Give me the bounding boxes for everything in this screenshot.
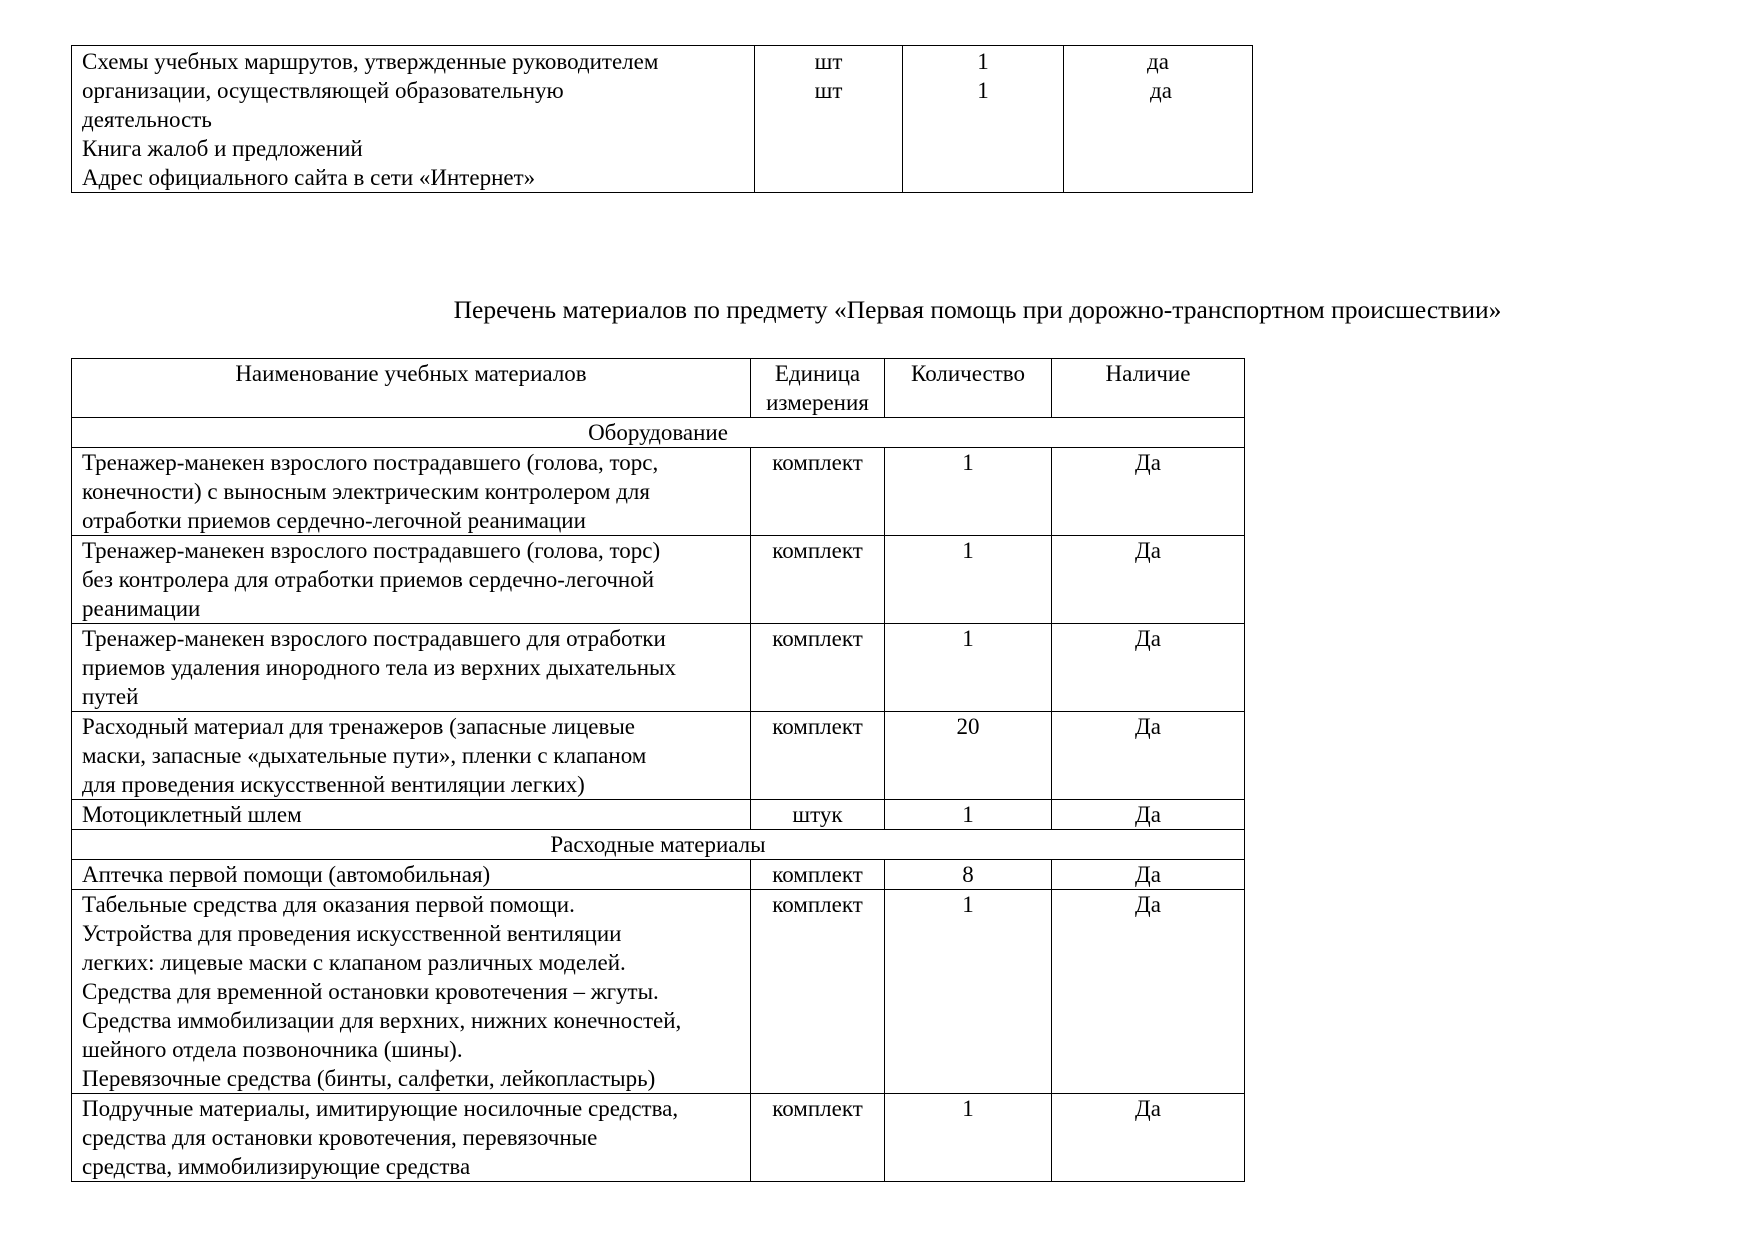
header-name	[72, 359, 751, 418]
unit-cell: комплект	[751, 448, 885, 536]
availability-cell: Да	[1052, 890, 1245, 1094]
table-cell-text: 1	[977, 78, 989, 103]
material-name-line: Мотоциклетный шлем	[82, 802, 302, 827]
material-name-cell	[72, 890, 751, 1094]
header-unit-text: Единица	[774, 361, 861, 386]
section-heading: Оборудование	[72, 418, 1245, 448]
quantity-cell: 20	[885, 712, 1052, 800]
material-name-line: Тренажер-манекен взрослого пострадавшего (голова, торс)	[82, 538, 661, 563]
availability-cell	[1064, 46, 1253, 193]
availability-cell: Да	[1052, 712, 1245, 800]
quantity-cell: 1	[885, 536, 1052, 624]
quantity-cell: 1	[885, 448, 1052, 536]
header-availability-text: Наличие	[1105, 361, 1191, 386]
table-row	[72, 46, 1253, 193]
table-header-row	[72, 359, 1245, 418]
material-name-line: легких: лицевые маски с клапаном различных моделей.	[82, 950, 626, 975]
section-row	[72, 830, 1245, 860]
material-name-line: шейного отдела позвоночника (шины).	[82, 1037, 463, 1062]
table-row	[72, 1094, 1245, 1182]
table-cell-text: шт	[814, 49, 843, 74]
table-row	[72, 448, 1245, 536]
material-name-line: реанимации	[82, 596, 201, 621]
header-availability	[1052, 359, 1245, 418]
header-quantity	[885, 359, 1052, 418]
availability-cell: Да	[1052, 800, 1245, 830]
section-row	[72, 418, 1245, 448]
quantity-cell: 1	[885, 890, 1052, 1094]
material-name-cell	[72, 536, 751, 624]
material-name-line: Табельные средства для оказания первой помощи.	[82, 892, 575, 917]
table-cell-text: шт	[814, 78, 843, 103]
quantity-cell	[903, 46, 1064, 193]
availability-cell: Да	[1052, 448, 1245, 536]
unit-cell: комплект	[751, 624, 885, 712]
unit-cell: комплект	[751, 1094, 885, 1182]
unit-cell: комплект	[751, 860, 885, 890]
material-name-line: маски, запасные «дыхательные пути», пленки с клапаном	[82, 743, 647, 768]
material-name-line: приемов удаления инородного тела из верхних дыхательных	[82, 655, 676, 680]
table-row	[72, 860, 1245, 890]
table-cell-text: 1	[977, 49, 989, 74]
section-title	[0, 294, 1755, 326]
header-quantity-text: Количество	[911, 361, 1025, 386]
material-name-line: отработки приемов сердечно-легочной реанимации	[82, 508, 586, 533]
availability-cell: Да	[1052, 536, 1245, 624]
table-cell-text: да	[1147, 49, 1169, 74]
table-cell-text: организации, осуществляющей образовательную	[82, 78, 564, 103]
quantity-cell: 1	[885, 800, 1052, 830]
header-unit-text: измерения	[766, 390, 869, 415]
document-list-cell	[72, 46, 755, 193]
header-name-text: Наименование учебных материалов	[235, 361, 587, 386]
table-row	[72, 624, 1245, 712]
header-unit	[751, 359, 885, 418]
material-name-line: Перевязочные средства (бинты, салфетки, лейкопластырь)	[82, 1066, 656, 1091]
availability-cell: Да	[1052, 860, 1245, 890]
table-cell-text: Схемы учебных маршрутов, утвержденные руководителем	[82, 49, 659, 74]
material-name-cell	[72, 712, 751, 800]
quantity-cell: 1	[885, 624, 1052, 712]
table-row	[72, 536, 1245, 624]
material-name-line: средства, иммобилизирующие средства	[82, 1154, 471, 1179]
unit-cell: комплект	[751, 536, 885, 624]
table-row	[72, 712, 1245, 800]
table-cell-text: да	[1150, 78, 1172, 103]
availability-cell: Да	[1052, 1094, 1245, 1182]
table-cell-text: Адрес официального сайта в сети «Интернет»	[82, 165, 536, 190]
quantity-cell: 8	[885, 860, 1052, 890]
material-name-line: конечности) с выносным электрическим контролером для	[82, 479, 650, 504]
material-name-cell	[72, 800, 751, 830]
material-name-line: путей	[82, 684, 139, 709]
material-name-line: Средства иммобилизации для верхних, нижних конечностей,	[82, 1008, 682, 1033]
material-name-cell	[72, 448, 751, 536]
quantity-cell: 1	[885, 1094, 1052, 1182]
unit-cell: штук	[751, 800, 885, 830]
continued-table	[71, 45, 1253, 193]
unit-cell: комплект	[751, 890, 885, 1094]
material-name-line: Средства для временной остановки кровотечения – жгуты.	[82, 979, 659, 1004]
material-name-line: без контролера для отработки приемов сердечно-легочной	[82, 567, 655, 592]
material-name-cell	[72, 1094, 751, 1182]
material-name-line: Тренажер-манекен взрослого пострадавшего (голова, торс,	[82, 450, 659, 475]
table-row	[72, 800, 1245, 830]
section-heading: Расходные материалы	[72, 830, 1245, 860]
material-name-line: средства для остановки кровотечения, перевязочные	[82, 1125, 598, 1150]
material-name-line: Подручные материалы, имитирующие носилочные средства,	[82, 1096, 679, 1121]
material-name-line: Расходный материал для тренажеров (запасные лицевые	[82, 714, 635, 739]
material-name-line: Аптечка первой помощи (автомобильная)	[82, 862, 491, 887]
table-cell-text: деятельность	[82, 107, 212, 132]
materials-table	[71, 358, 1245, 1182]
availability-cell: Да	[1052, 624, 1245, 712]
material-name-line: для проведения искусственной вентиляции легких)	[82, 772, 585, 797]
material-name-line: Тренажер-манекен взрослого пострадавшего для отработки	[82, 626, 666, 651]
table-cell-text: Книга жалоб и предложений	[82, 136, 363, 161]
section-title-text: Перечень материалов по предмету «Первая помощь при дорожно-транспортном происшествии»	[453, 295, 1502, 324]
material-name-line: Устройства для проведения искусственной вентиляции	[82, 921, 622, 946]
material-name-cell	[72, 624, 751, 712]
material-name-cell	[72, 860, 751, 890]
table-row	[72, 890, 1245, 1094]
unit-cell: комплект	[751, 712, 885, 800]
unit-cell	[755, 46, 903, 193]
